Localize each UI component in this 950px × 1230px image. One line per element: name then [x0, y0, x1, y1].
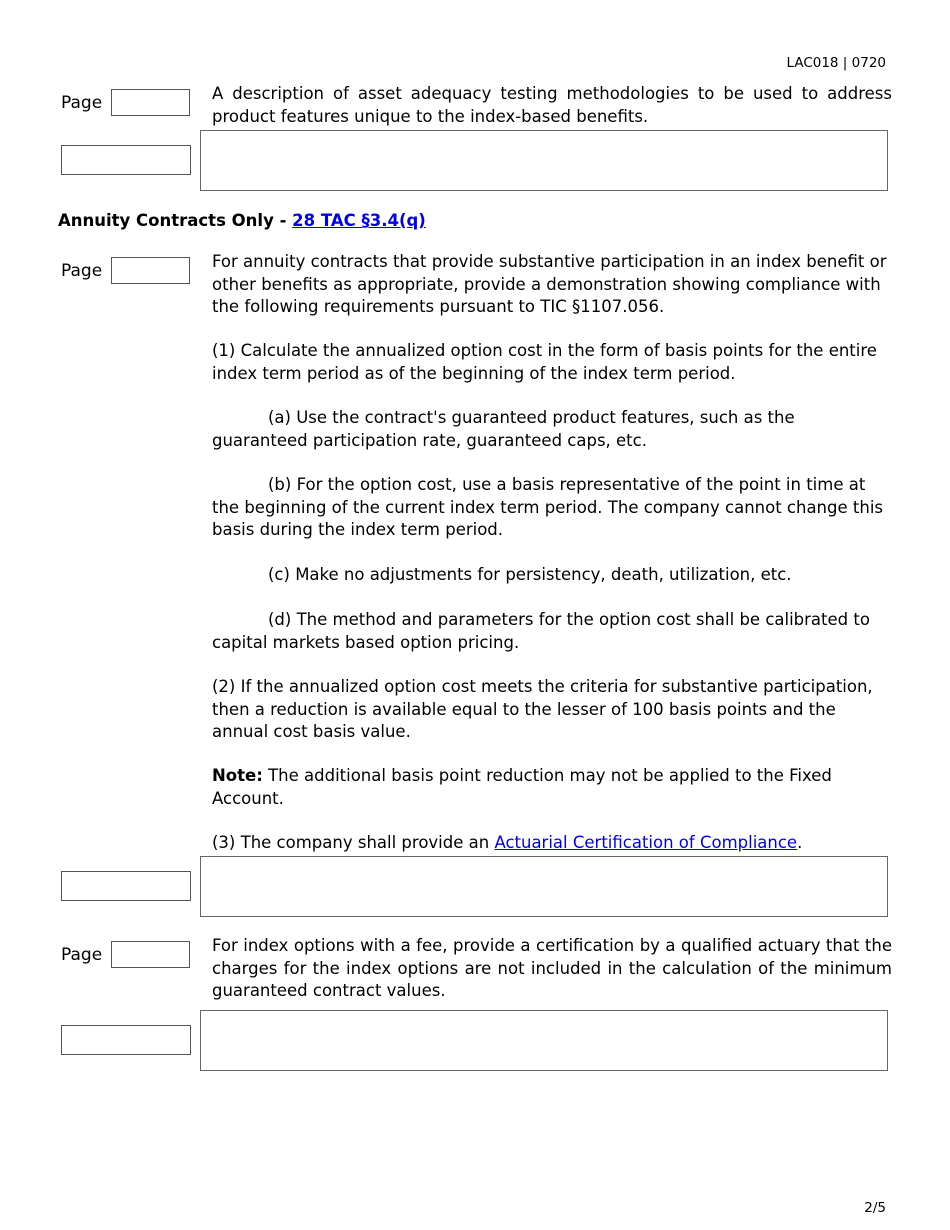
- index-fee-certification: For index options with a fee, provide a certification by a qualified actuary that the charges for the index options are not included in the calculation of the minimum guaranteed contract values.: [212, 936, 892, 1000]
- requirement-3: [212, 832, 892, 855]
- comment-box[interactable]: [200, 856, 888, 917]
- response-code-input[interactable]: [61, 1025, 191, 1055]
- requirement-1: (1) Calculate the annualized option cost in the form of basis points for the entire index term period as of the beginning of the index term period.: [212, 341, 877, 383]
- page-number: 2/5: [864, 1200, 886, 1216]
- requirement-2: (2) If the annualized option cost meets the criteria for substantive participation, then a reduction is available equal to the lesser of 100 basis points and the annual cost basis value.: [212, 677, 873, 741]
- form-code: LAC018 | 0720: [786, 55, 886, 71]
- comment-box[interactable]: [200, 1010, 888, 1071]
- page-number-input[interactable]: [111, 941, 190, 968]
- page-label: Page: [61, 945, 103, 965]
- actuarial-certification-link[interactable]: Actuarial Certification of Compliance: [494, 833, 798, 852]
- page-number-input[interactable]: [111, 257, 190, 284]
- page-number-input[interactable]: [111, 89, 190, 116]
- requirement-3-end: .: [797, 833, 803, 852]
- comment-box[interactable]: [200, 130, 888, 191]
- response-code-input[interactable]: [61, 871, 191, 901]
- requirement-1a: (a) Use the contract's guaranteed product features, such as the guaranteed participation rate, guaranteed caps, etc.: [212, 408, 795, 450]
- section-heading: [58, 211, 426, 230]
- annuity-intro: For annuity contracts that provide substantive participation in an index benefit or other benefits as appropriate, provide a demonstration showing compliance with the following requirements pursuant to TIC §1107.056.: [212, 252, 887, 316]
- section-title: Annuity Contracts Only -: [58, 211, 293, 230]
- page-label: Page: [61, 93, 103, 113]
- asset-adequacy-description: A description of asset adequacy testing methodologies to be used to address product features unique to the index-based benefits.: [212, 84, 892, 126]
- page-label: Page: [61, 261, 103, 281]
- tac-link[interactable]: 28 TAC §3.4(q): [292, 211, 426, 230]
- response-code-input[interactable]: [61, 145, 191, 175]
- requirement-1d: (d) The method and parameters for the option cost shall be calibrated to capital markets based option pricing.: [212, 610, 870, 652]
- requirement-1c: (c) Make no adjustments for persistency, death, utilization, etc.: [268, 565, 792, 584]
- note: [212, 765, 892, 810]
- requirement-3-text: (3) The company shall provide an: [212, 833, 495, 852]
- note-text: The additional basis point reduction may not be applied to the Fixed Account.: [212, 766, 832, 808]
- note-label: Note:: [212, 766, 263, 785]
- requirement-1b: (b) For the option cost, use a basis representative of the point in time at the beginning of the current index term period. The company cannot change this basis during the index term period.: [212, 475, 883, 539]
